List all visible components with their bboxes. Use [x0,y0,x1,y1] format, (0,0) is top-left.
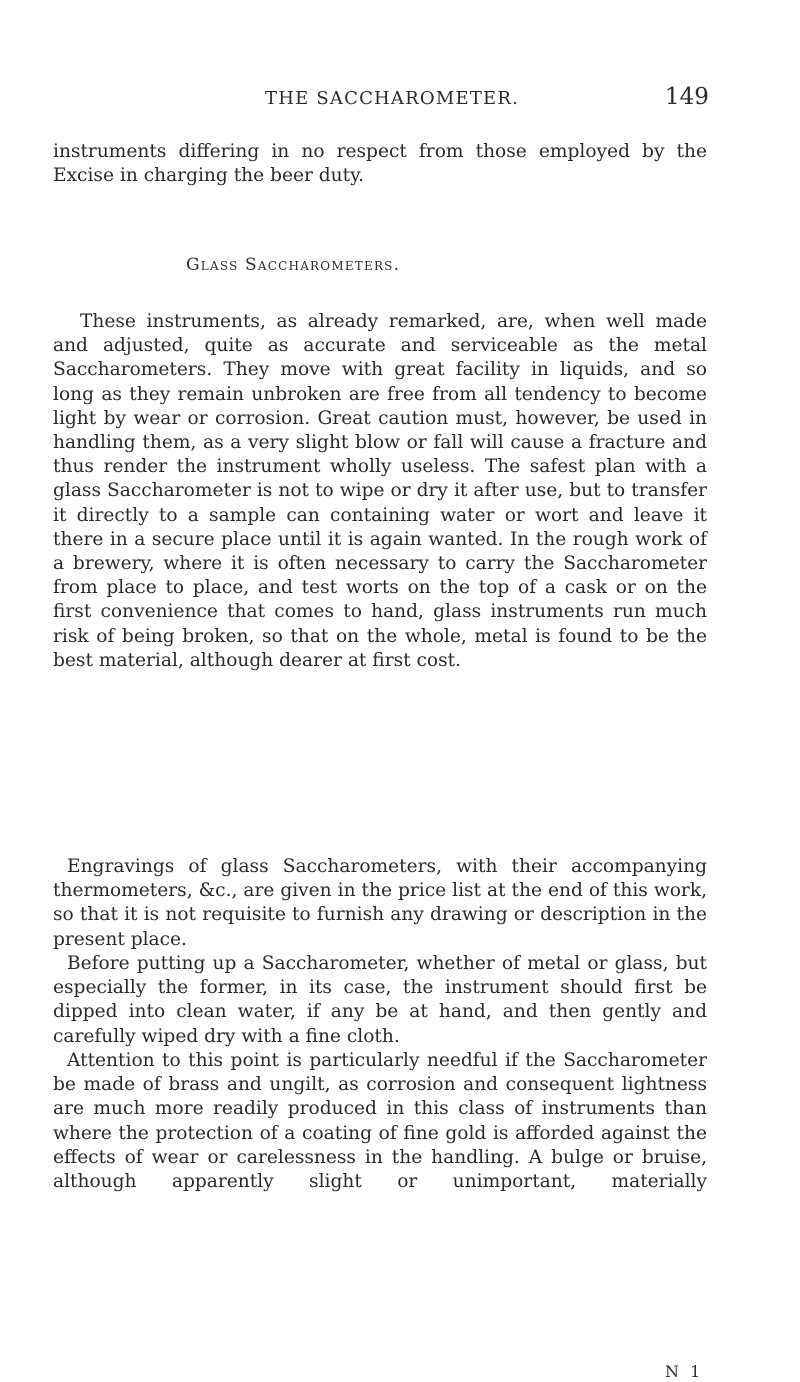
paragraph-attention: Attention to this point is particularly needful if the Saccharometer be made of brass and ungilt, as corrosion and consequent lightness are much more readily produced in this class of instruments than where the protection of a coating of fine gold is afforded against the effects of wear or carelessness in the handling. A bulge or bruise, although apparently slight or unimportant, materially [53,1050,707,1193]
signature-mark: N 1 [665,1362,704,1381]
page-number: 149 [665,84,709,110]
continuation-paragraph: instruments differing in no respect from those employed by the Excise in charging the beer duty. [53,141,707,187]
running-head: THE SACCHAROMETER. [265,88,520,109]
paragraph-before-putting-up: Before putting up a Saccharometer, whether of metal or glass, but especially the former, in its case, the instrument should first be dipped into clean water, if any be at hand, and then gently and carefully wiped dry with a fine cloth. [53,953,707,1047]
paragraph-glass-instruments: These instruments, as already remarked, are, when well made and adjusted, quite as accurate and serviceable as the metal Saccharometers. They move with great facility in liquids, and so long as they remain unbroken are free from all tendency to become light by wear or corrosion. Great caution must, however, be used in handling them, as a very slight blow or fall will cause a fracture and thus render the instrument wholly useless. The safest plan with a glass Saccharometer is not to wipe or dry it after use, but to transfer it directly to a sample can containing water or wort and leave it there in a secure place until it is again wanted. In the rough work of a brewery, where it is often necessary to carry the Saccharometer from place to place, and test worts on the top of a cask or on the first convenience that comes to hand, glass instruments run much risk of being broken, so that on the whole, metal is found to be the best material, although dearer at first cost. [53,311,707,671]
paragraph-engravings: Engravings of glass Saccharometers, with their accompanying thermometers, &c., are given in the price list at the end of this work, so that it is not requisite to furnish any drawing or description in the present place. [53,856,707,950]
section-heading: Glass Saccharometers. [186,255,401,275]
